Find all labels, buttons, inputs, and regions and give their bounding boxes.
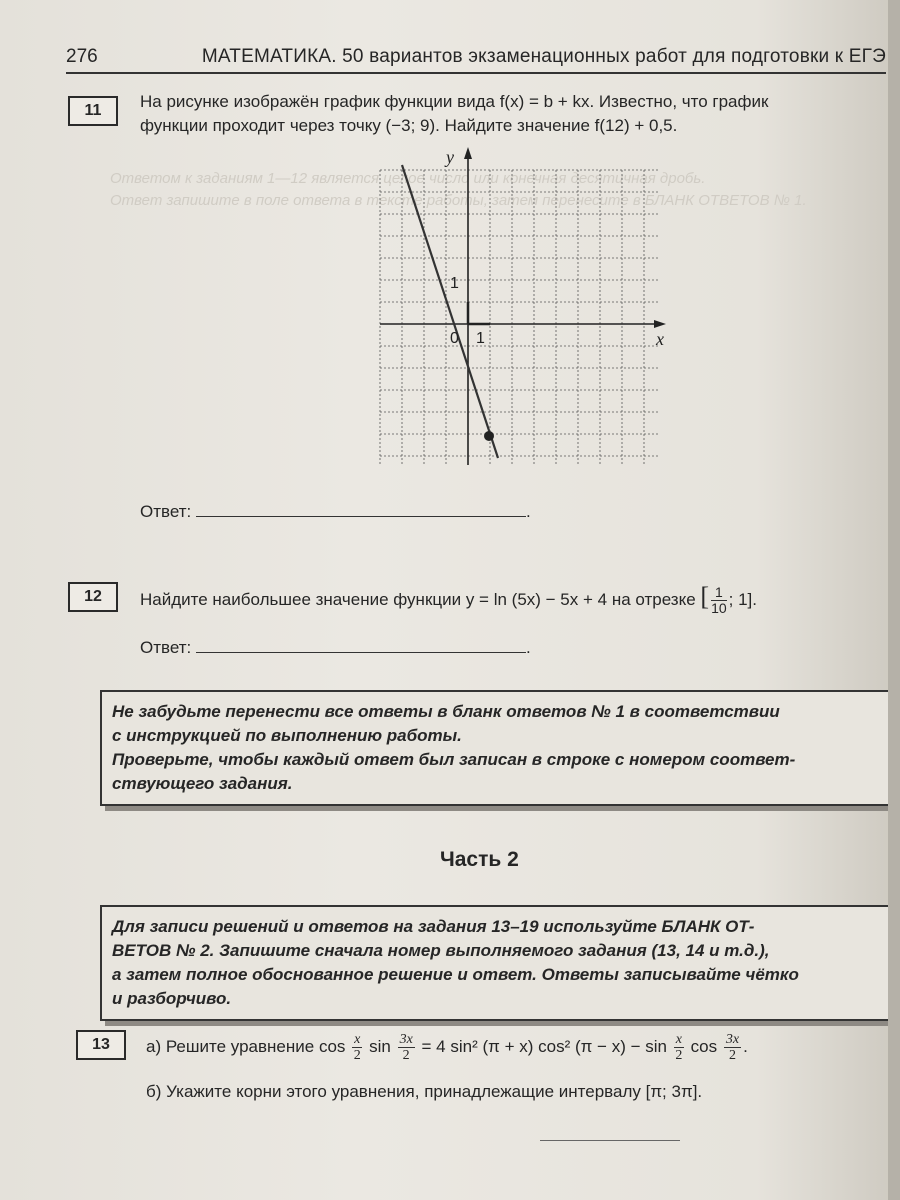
numerator: 3x xyxy=(399,1032,413,1047)
equation-middle: = 4 sin² (π + x) cos² (π − x) − sin xyxy=(421,1036,667,1056)
interval-rest: ; 1]. xyxy=(728,590,758,609)
y-axis-label: y xyxy=(446,147,454,167)
fraction-x-over-2 xyxy=(352,1032,362,1063)
part-2-title: Часть 2 xyxy=(440,848,519,871)
task-12-answer: Ответ: . xyxy=(140,638,531,657)
equation-end: . xyxy=(743,1036,748,1056)
notice-1-line-3: Проверьте, чтобы каждый ответ был записан в строке с номером соответ- xyxy=(112,750,796,769)
function-line xyxy=(402,165,498,458)
notice-1-line-4: ствующего задания. xyxy=(112,774,293,793)
function-graph xyxy=(360,145,680,475)
page-number: 276 xyxy=(66,46,98,67)
numerator: x xyxy=(675,1032,682,1047)
page-header xyxy=(66,42,886,74)
notice-1-line-2: с инструкцией по выполнению работы. xyxy=(112,726,462,745)
denominator: 2 xyxy=(728,1048,736,1063)
book-title: МАТЕМАТИКА. 50 вариантов экзаменационных работ для подготовки к ЕГЭ xyxy=(201,46,886,67)
unit-x-label: 1 xyxy=(476,330,485,347)
x-axis-label: x xyxy=(656,329,664,349)
answer-label: Ответ: xyxy=(140,638,192,657)
task-13-part-b: б) Укажите корни этого уравнения, принадлежащие интервалу [π; 3π]. xyxy=(146,1082,703,1101)
denominator: 2 xyxy=(675,1048,683,1063)
fraction-1-10 xyxy=(711,585,727,616)
notice-transfer-answers xyxy=(100,690,894,806)
x-axis-arrow xyxy=(654,320,666,328)
cos-token: cos xyxy=(690,1036,718,1056)
equation-prefix: а) Решите уравнение cos xyxy=(146,1036,346,1056)
answer-line[interactable] xyxy=(196,500,526,517)
task-11-line-2: функции проходит через точку (−3; 9). Найдите значение f(12) + 0,5. xyxy=(140,116,678,135)
task-12-text xyxy=(140,582,885,617)
numerator: x xyxy=(354,1032,361,1047)
fraction-denominator: 10 xyxy=(711,600,727,617)
fraction-x-over-2 xyxy=(674,1032,684,1063)
task-number-12: 12 xyxy=(68,582,118,612)
task-11-line-1: На рисунке изображён график функции вида f(x) = b + kx. Известно, что график xyxy=(140,92,769,111)
task-13-part-a xyxy=(146,1032,886,1063)
answer-line[interactable] xyxy=(196,636,526,653)
marked-point xyxy=(484,431,494,441)
task-11-answer: Ответ: . xyxy=(140,502,531,521)
numerator: 3x xyxy=(725,1032,740,1047)
answer-label: Ответ: xyxy=(140,502,192,521)
y-axis-arrow xyxy=(464,147,472,159)
denominator: 2 xyxy=(402,1048,410,1063)
task-number-11: 11 xyxy=(68,96,118,126)
notice-2-line-3: а затем полное обоснованное решение и ответ. Ответы записывайте чётко xyxy=(112,965,799,984)
bleed-through-text: Ответом к заданиям 1—12 является целое число или конечная десятичная дробь. Ответ запишите в поле ответа в тексте работы, затем перенесите в БЛАНК ОТВЕТОВ № 1. xyxy=(110,170,807,209)
task-number-13: 13 xyxy=(76,1030,126,1060)
notice-part-2-instructions xyxy=(100,905,894,1021)
notice-2-line-4: и разборчиво. xyxy=(112,989,232,1008)
notice-2-line-2: ВЕТОВ № 2. Запишите сначала номер выполняемого задания (13, 14 и т.д.), xyxy=(112,941,770,960)
interval-open: [ xyxy=(700,582,710,611)
fraction-numerator: 1 xyxy=(711,585,727,601)
page-edge xyxy=(888,0,900,1200)
fraction-3x-over-2 xyxy=(724,1032,741,1063)
notice-1-line-1: Не забудьте перенести все ответы в бланк ответов № 1 в соответствии xyxy=(112,702,780,721)
unit-y-label: 1 xyxy=(450,275,459,292)
bottom-rule xyxy=(540,1140,680,1141)
sin-token: sin xyxy=(369,1036,391,1056)
origin-label: 0 xyxy=(450,330,459,347)
task-12-question: Найдите наибольшее значение функции y = ln (5x) − 5x + 4 на отрезке xyxy=(140,590,696,609)
denominator: 2 xyxy=(353,1048,361,1063)
notice-2-line-1: Для записи решений и ответов на задания 13–19 используйте БЛАНК ОТ- xyxy=(112,917,755,936)
graph-grid xyxy=(380,170,660,465)
fraction-3x-over-2 xyxy=(398,1032,415,1063)
task-11-text xyxy=(140,90,880,138)
